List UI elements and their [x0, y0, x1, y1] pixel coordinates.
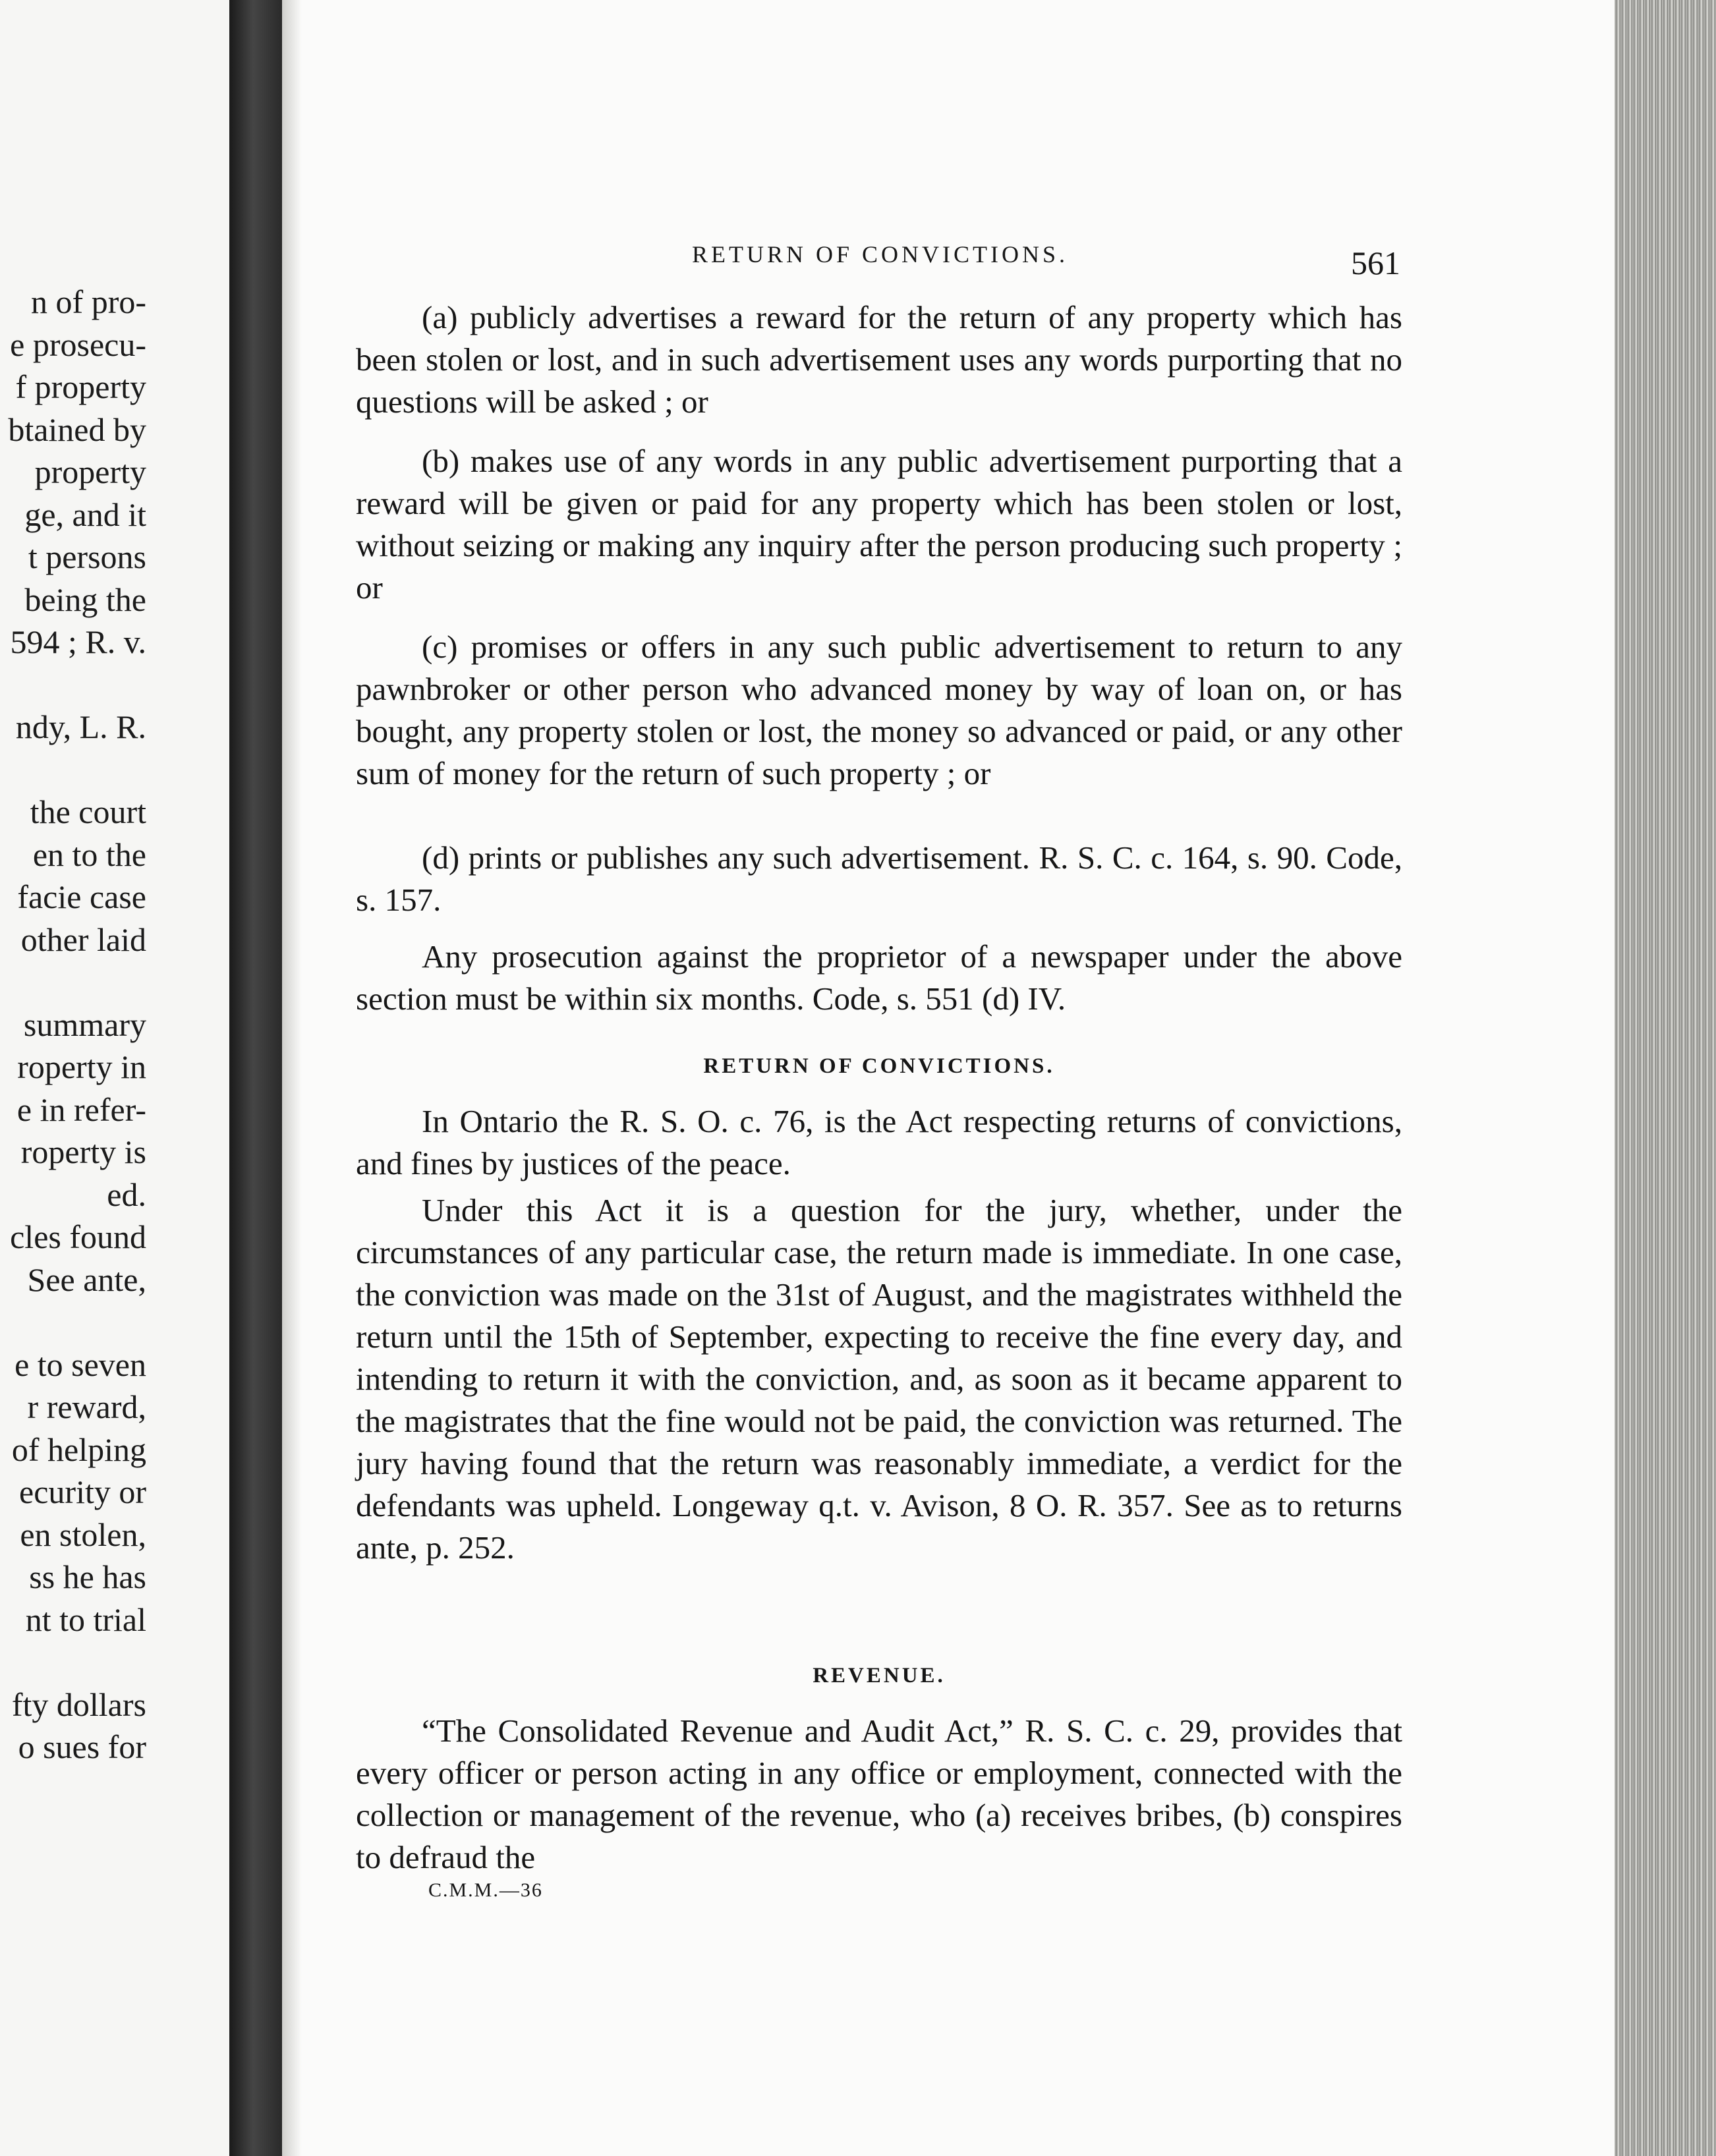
left-page-line: en to the: [32, 836, 146, 873]
left-page-line: r reward,: [27, 1388, 146, 1425]
section-heading-return-of-convictions: RETURN OF CONVICTIONS.: [703, 1054, 1055, 1078]
left-page-line: property: [34, 453, 146, 490]
left-page-line: ge, and it: [24, 496, 146, 533]
page-edge: [1615, 0, 1716, 2156]
section-heading-revenue: REVENUE.: [813, 1664, 946, 1688]
book-gutter: [229, 0, 282, 2156]
paragraph-d: (d) prints or publishes any such advertisement. R. S. C. c. 164, s. 90. Code, s. 157.: [356, 839, 1402, 918]
left-page-line: fty dollars: [11, 1686, 146, 1723]
left-page-line: e in refer-: [16, 1091, 146, 1128]
left-page-line: other laid: [20, 921, 146, 958]
left-page-line: 594 ; R. v.: [10, 623, 146, 660]
paragraph-revenue-act: “The Consolidated Revenue and Audit Act,” R. S. C. c. 29, provides that every officer or person acting in any office or employment, connected with the collection or management of the revenue, who (a) receives bribes, (b) conspires to defraud the: [356, 1713, 1402, 1875]
left-page-line: e prosecu-: [10, 326, 146, 363]
left-page-line: o sues for: [18, 1728, 146, 1765]
left-page-line: btained by: [8, 411, 146, 448]
running-head: RETURN OF CONVICTIONS.: [692, 241, 1069, 268]
left-page-line: See ante,: [27, 1261, 146, 1298]
page-number: 561: [1351, 244, 1400, 281]
left-page-line: e to seven: [14, 1346, 146, 1383]
left-page-line: roperty in: [17, 1048, 146, 1085]
left-page-line: ss he has: [29, 1558, 146, 1595]
left-page-line: n of pro-: [31, 283, 146, 320]
left-page-line: of helping: [11, 1431, 146, 1468]
paragraph-c: (c) promises or offers in any such public advertisement to return to any pawnbroker or other person who advanced money by way of loan on, or has bought, any property stolen or lost, the money so advanced or paid, or any other sum of money for the return of such property ; or: [356, 629, 1402, 791]
signature-mark: C.M.M.—36: [428, 1879, 543, 1901]
paragraph-newspaper: Any prosecution against the proprietor of a newspaper under the above section must be within six months. Code, s. 551 (d) IV.: [356, 938, 1402, 1017]
left-page-line: roperty is: [20, 1133, 146, 1170]
paragraph-b: (b) makes use of any words in any public advertisement purporting that a reward will be given or paid for any property which has been stolen or lost, without seizing or making any inquiry after the person producing such property ; or: [356, 443, 1402, 606]
left-page-line: the court: [30, 793, 146, 830]
left-page-line: f property: [15, 368, 146, 405]
left-page-line: t persons: [28, 538, 146, 575]
left-page-line: ecurity or: [19, 1473, 146, 1510]
paragraph-a: (a) publicly advertises a reward for the return of any property which has been stolen or lost, and in such advertisement uses any words purporting that no questions will be asked ; or: [356, 299, 1402, 420]
left-page-line: facie case: [17, 878, 146, 915]
left-page-line: en stolen,: [20, 1516, 146, 1553]
paragraph-jury: Under this Act it is a question for the jury, whether, under the circumstances of any particular case, the return made is immediate. In one case, the conviction was made on the 31st of August, and the magistrates withheld the return until the 15th of September, expecting to receive the fine every day, and intending to return it with the conviction, and, as soon as it became apparent to the magistrates that the fine would not be paid, the conviction was returned. The jury having found that the return was reasonably immediate, a verdict for the defendants was upheld. Longeway q.t. v. Avison, 8 O. R. 357. See as to returns ante, p. 252.: [356, 1192, 1402, 1566]
left-page: [0, 0, 229, 2156]
left-page-line: being the: [24, 581, 146, 618]
paragraph-ontario: In Ontario the R. S. O. c. 76, is the Act respecting returns of convictions, and fines by justices of the peace.: [356, 1103, 1402, 1181]
left-page-line: ed.: [107, 1176, 146, 1213]
left-page-line: cles found: [10, 1218, 146, 1255]
left-page-line: ndy, L. R.: [15, 708, 146, 745]
left-page-line: nt to trial: [25, 1601, 146, 1638]
left-page-line: summary: [23, 1006, 146, 1043]
